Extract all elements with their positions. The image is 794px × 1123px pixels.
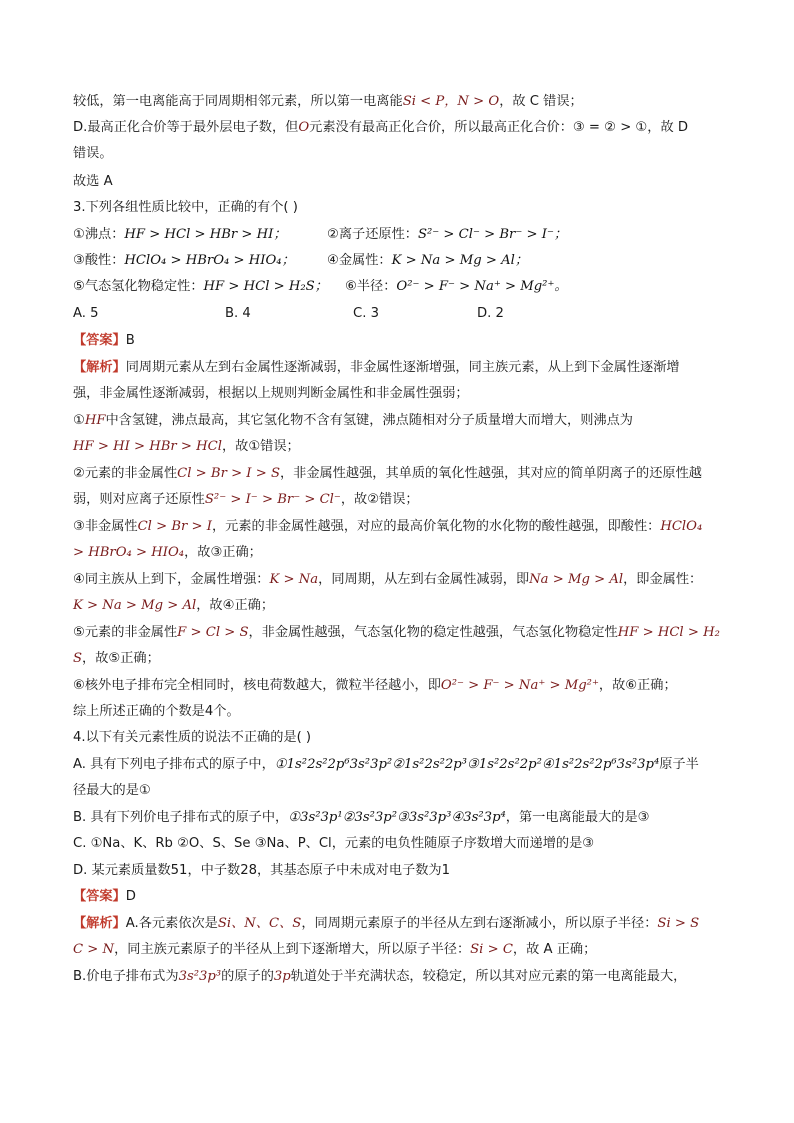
option-a: A. 具有下列电子排布式的原子中，①1s²2s²2p⁶3s²3p²②1s²2s²2p³③1s²2s²2p²④1s²2s²2p⁶3s²3p⁴原子半 <box>73 757 699 772</box>
text-line: 故选 A <box>73 174 113 189</box>
answer-line: 【答案】D <box>73 889 136 904</box>
analysis-line: HF > HI > HBr > HCl，故①错误； <box>73 439 300 454</box>
analysis-line: ①HF中含氢键，沸点最高，其它氢化物不含有氢键，沸点随相对分子质量增大而增大，则沸点为 <box>73 413 633 428</box>
question-3-items-row: ⑤气态氢化物稳定性：HF > HCl > H₂S； ⑥半径：O²⁻ > F⁻ > Na⁺ > Mg²⁺。 <box>73 279 568 294</box>
analysis-line: 【解析】同周期元素从左到右金属性逐渐减弱，非金属性逐渐增强，同主族元素，从上到下金属性逐渐增 <box>73 360 680 375</box>
option-a-cont: 径最大的是① <box>73 783 151 798</box>
text-line: 较低，第一电离能高于同周期相邻元素，所以第一电离能Si < P，N > O，故 C 错误； <box>73 94 583 109</box>
question-3-items-row: ①沸点：HF > HCl > HBr > HI； ②离子还原性：S²⁻ > Cl⁻ > Br⁻ > I⁻； <box>73 227 568 242</box>
question-3-items-row: ③酸性：HClO₄ > HBrO₄ > HIO₄； ④金属性：K > Na > Mg > Al； <box>73 253 529 268</box>
analysis-line: ④同主族从上到下，金属性增强：K > Na，同周期，从左到右金属性减弱，即Na > Mg > Al，即金属性： <box>73 572 703 587</box>
answer-line: 【答案】B <box>73 333 135 348</box>
analysis-line: 弱，则对应离子还原性S²⁻ > I⁻ > Br⁻ > Cl⁻，故②错误； <box>73 492 419 507</box>
option-b: B. 4 <box>225 306 251 321</box>
option-c: C. 3 <box>353 306 379 321</box>
analysis-line: K > Na > Mg > Al，故④正确； <box>73 598 275 613</box>
analysis-line: 强，非金属性逐渐减弱，根据以上规则判断金属性和非金属性强弱； <box>73 386 469 401</box>
text-line: D.最高正化合价等于最外层电子数，但O元素没有最高正化合价，所以最高正化合价：③ = ② > ①，故 D <box>73 120 688 135</box>
question-4-stem: 4.以下有关元素性质的说法不正确的是( ) <box>73 730 312 745</box>
option-d: D. 某元素质量数51，中子数28，其基态原子中未成对电子数为1 <box>73 863 450 878</box>
analysis-line: B.价电子排布式为3s²3p³的原子的3p轨道处于半充满状态，较稳定，所以其对应元素的第一电离能最大， <box>73 969 687 984</box>
analysis-line: 【解析】A.各元素依次是Si、N、C、S，同周期元素原子的半径从左到右逐渐减小，所以原子半径：Si > S <box>73 916 700 931</box>
analysis-line: 综上所述正确的个数是4个。 <box>73 704 240 719</box>
option-a: A. 5 <box>73 306 99 321</box>
question-3-stem: 3.下列各组性质比较中，正确的有个( ) <box>73 200 298 215</box>
analysis-line: > HBrO₄ > HIO₄，故③正确； <box>73 545 262 560</box>
analysis-line: ⑤元素的非金属性F > Cl > S，非金属性越强，气态氢化物的稳定性越强，气态氢化物稳定性HF > HCl > H₂ <box>73 625 720 640</box>
analysis-line: ③非金属性Cl > Br > I，元素的非金属性越强，对应的最高价氧化物的水化物的酸性越强，即酸性：HClO₄ <box>73 519 703 534</box>
option-d: D. 2 <box>477 306 504 321</box>
analysis-line: ⑥核外电子排布完全相同时，核电荷数越大，微粒半径越小，即O²⁻ > F⁻ > Na⁺ > Mg²⁺，故⑥正确； <box>73 678 677 693</box>
analysis-line: ②元素的非金属性Cl > Br > I > S，非金属性越强，其单质的氧化性越强，其对应的简单阴离子的还原性越 <box>73 466 702 481</box>
option-b: B. 具有下列价电子排布式的原子中，①3s²3p¹②3s²3p²③3s²3p³④3s²3p⁴，第一电离能最大的是③ <box>73 810 650 825</box>
analysis-line: C > N，同主族元素原子的半径从上到下逐渐增大，所以原子半径：Si > C，故 A 正确； <box>73 942 597 957</box>
text-line: 错误。 <box>73 146 113 161</box>
analysis-line: S，故⑤正确； <box>73 651 160 666</box>
option-c: C. ①Na、K、Rb ②O、S、Se ③Na、P、Cl，元素的电负性随原子序数增大而递增的是③ <box>73 836 595 851</box>
